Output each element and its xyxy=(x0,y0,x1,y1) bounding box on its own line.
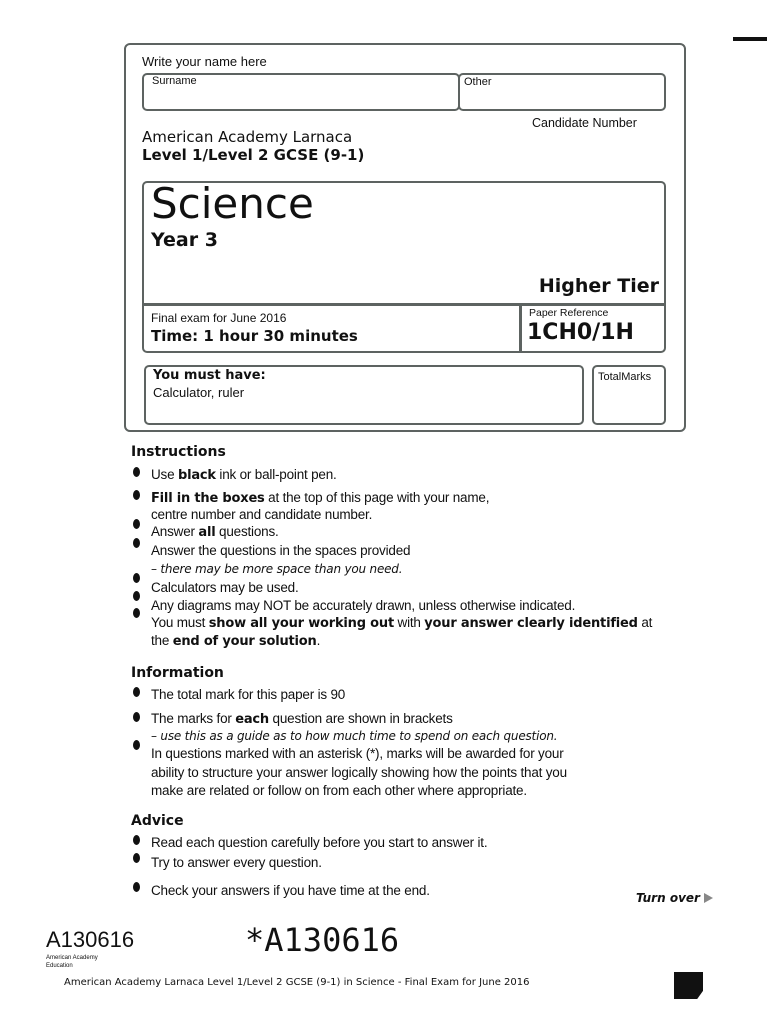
subject-box xyxy=(142,181,666,353)
paper-reference-label: Paper Reference xyxy=(529,307,609,319)
instruction-7-cont: the end of your solution. xyxy=(151,633,321,649)
cover-frame xyxy=(124,43,686,432)
turn-over-arrow-icon xyxy=(704,893,713,903)
must-have-box xyxy=(144,365,584,425)
bullet xyxy=(133,853,140,863)
total-marks-box[interactable] xyxy=(592,365,666,425)
bullet xyxy=(133,740,140,750)
advice-heading: Advice xyxy=(131,813,184,829)
bullet xyxy=(133,490,140,500)
information-2: The marks for each question are shown in brackets xyxy=(151,711,453,727)
instruction-5: Calculators may be used. xyxy=(151,580,299,595)
instruction-6: Any diagrams may NOT be accurately drawn, unless otherwise indicated. xyxy=(151,598,576,613)
information-1: The total mark for this paper is 90 xyxy=(151,687,346,702)
level-label: Level 1/Level 2 GCSE (9-1) xyxy=(142,146,365,164)
turn-over-label: Turn over xyxy=(636,891,700,905)
information-3-cont: ability to structure your answer logically showing how the points that you xyxy=(151,765,567,780)
bullet xyxy=(133,882,140,892)
advice-3: Check your answers if you have time at the end. xyxy=(151,883,430,898)
divider-vertical xyxy=(519,303,522,353)
instructions-heading: Instructions xyxy=(131,444,226,460)
instruction-2-cont: centre number and candidate number. xyxy=(151,507,373,522)
bullet xyxy=(133,687,140,697)
must-have-items: Calculator, ruler xyxy=(153,385,245,400)
advice-2: Try to answer every question. xyxy=(151,855,322,870)
total-marks-label: TotalMarks xyxy=(598,371,652,383)
bullet xyxy=(133,519,140,529)
instruction-4-note: – there may be more space than you need. xyxy=(151,562,403,576)
corner-mark xyxy=(733,37,767,41)
bullet xyxy=(133,712,140,722)
instruction-3: Answer all questions. xyxy=(151,524,279,540)
corner-block xyxy=(674,972,703,999)
bullet xyxy=(133,573,140,583)
candidate-number-label: Candidate Number xyxy=(532,116,637,130)
instruction-4: Answer the questions in the spaces provided xyxy=(151,543,411,558)
bullet xyxy=(133,835,140,845)
information-3: In questions marked with an asterisk (*), marks will be awarded for your xyxy=(151,746,564,761)
time-label: Time: 1 hour 30 minutes xyxy=(151,327,358,345)
barcode-text: *A130616 xyxy=(245,921,400,959)
surname-label: Surname xyxy=(152,75,197,87)
paper-code: A130616 xyxy=(46,927,135,952)
paper-reference: 1CH0/1H xyxy=(527,320,634,345)
bullet xyxy=(133,591,140,601)
must-have-label: You must have: xyxy=(153,368,266,383)
instruction-2: Fill in the boxes at the top of this page with your name, xyxy=(151,490,490,506)
surname-field[interactable] xyxy=(142,73,460,111)
bullet xyxy=(133,538,140,548)
other-field[interactable] xyxy=(458,73,666,111)
footer-line: American Academy Larnaca Level 1/Level 2 GCSE (9-1) in Science - Final Exam for June 2016 xyxy=(64,977,530,988)
school-name: American Academy Larnaca xyxy=(142,128,353,146)
org-label: American Academy Education xyxy=(46,955,98,969)
divider xyxy=(144,303,664,306)
tier-label: Higher Tier xyxy=(538,275,659,297)
exam-note: Final exam for June 2016 xyxy=(151,311,287,325)
bullet xyxy=(133,608,140,618)
year-label: Year 3 xyxy=(151,229,218,251)
write-name-label: Write your name here xyxy=(142,54,267,69)
information-heading: Information xyxy=(131,665,224,681)
instruction-1: Use black ink or ball-point pen. xyxy=(151,467,337,483)
information-3-cont2: make are related or follow on from each other where appropriate. xyxy=(151,783,527,798)
advice-1: Read each question carefully before you start to answer it. xyxy=(151,835,488,850)
instruction-7: You must show all your working out with your answer clearly identified at xyxy=(151,615,653,631)
other-label: Other xyxy=(464,76,492,88)
subject-title: Science xyxy=(151,179,314,228)
bullet xyxy=(133,467,140,477)
information-2-note: – use this as a guide as to how much time to spend on each question. xyxy=(151,729,558,743)
